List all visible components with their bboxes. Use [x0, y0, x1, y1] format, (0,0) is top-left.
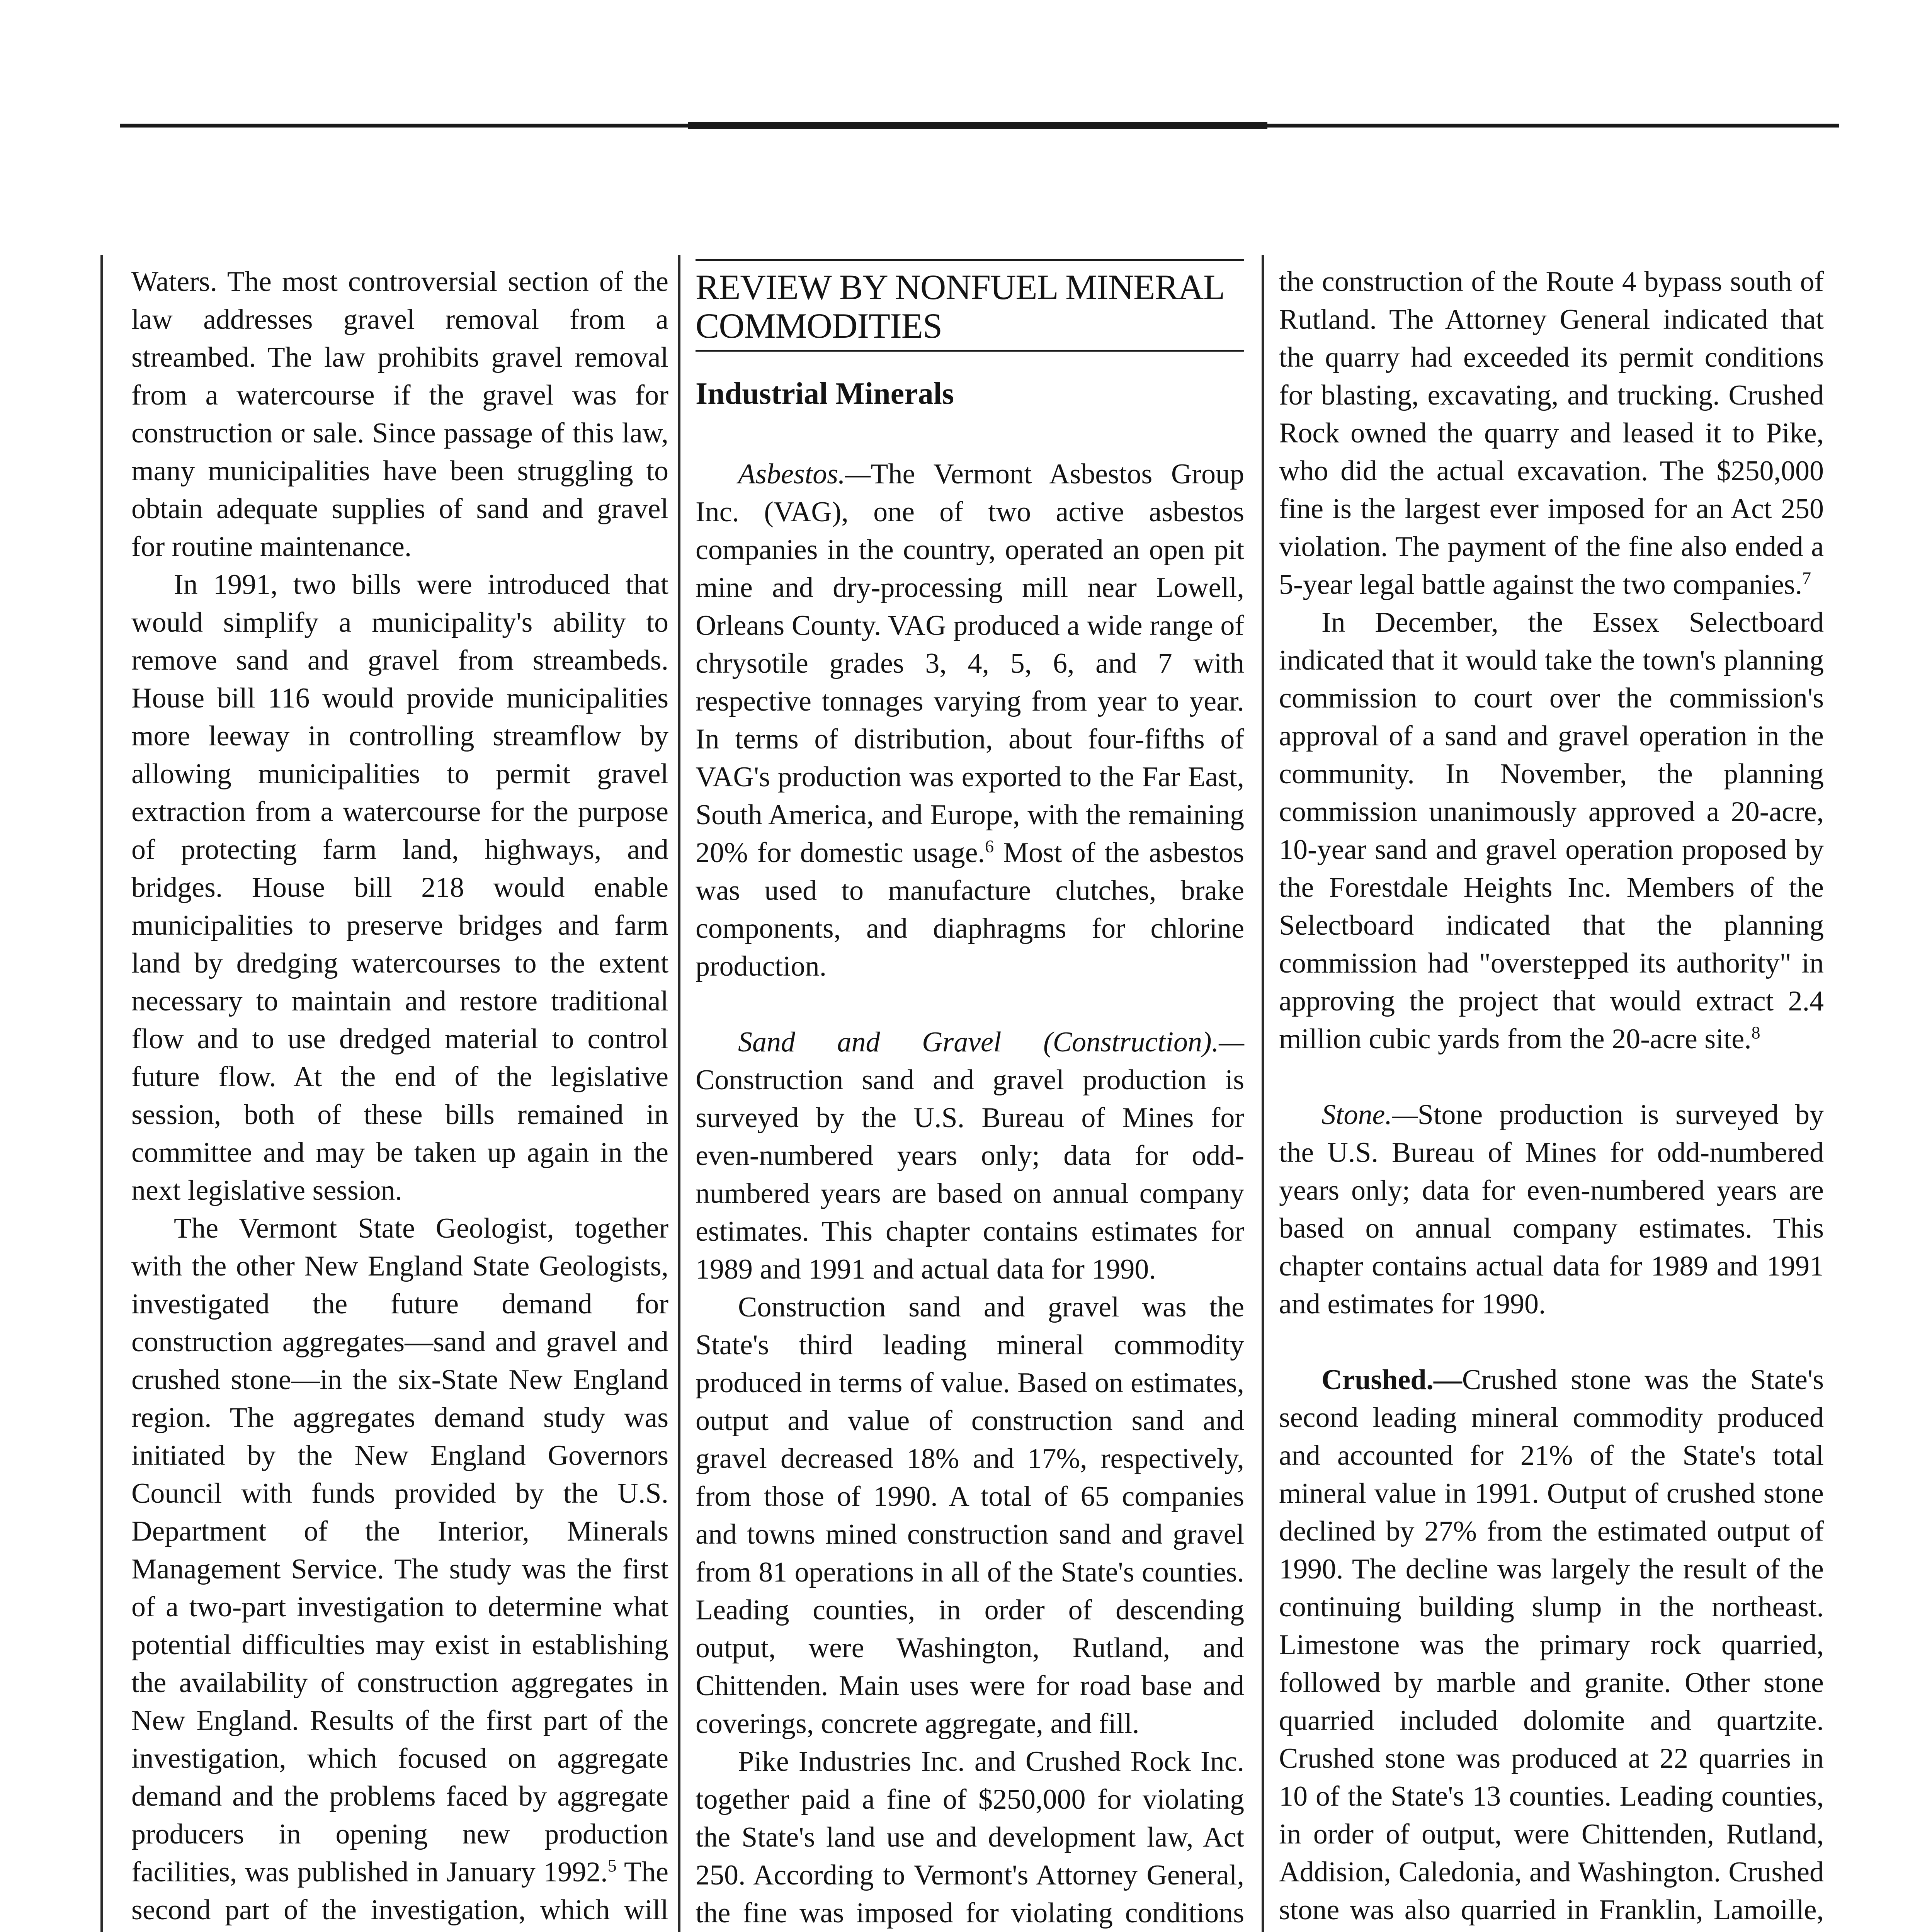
subheading-industrial-minerals: Industrial Minerals: [696, 377, 954, 411]
paragraph-waters: Waters. The most controversial section of the law addresses gravel removal from a streambed. The law prohibits gravel removal from a watercourse if the gravel was for construction or sale. Since passage of this law, many municipalities have been struggling to obtain adequate supplies of sand and gravel for routine maintenance.: [131, 266, 668, 563]
footnote-ref-7: 7: [1802, 568, 1811, 588]
footnote-ref-8: 8: [1751, 1022, 1760, 1043]
run-in-crushed: Crushed.—: [1321, 1364, 1462, 1396]
paragraph-state-geologist: The Vermont State Geologist, together with the other New England State Geologists, investigated the future demand for construction aggregates—sand and gravel and crushed stone—in the six-State New England region. The aggregates demand study was initiated by the New England Governors Council with funds provided by the U.S. Department of the Interior, Minerals Management Service. The study was the first of a two-part investigation to determine what potential difficulties may exist in establishing the availability of construction aggregates in New England. Results of the first part of the investigation, which focused on aggregate demand and the problems faced by aggregate producers in opening new production facilities, was published in January 1992.$^5$ The second part of the investigation, which will: [131, 1213, 668, 1926]
paragraph-sand-gravel-survey: Sand and Gravel (Construction).— Construction sand and gravel production is surveyed by the U.S. Bureau of Mines for even-numbered years only; data for odd-numbered years are based on annual company estimates. This chapter contains estimates for 1989 and 1991 and actual data for 1990.: [696, 1026, 1244, 1285]
paragraph-crushed: Crushed.—Crushed stone was the State's second leading mineral commodity produced and accounted for 21% of the State's total mineral value in 1991. Output of crushed stone declined by 27% from the estimated output of 1990. The decline was largely the result of the continuing building slump in the northeast. Limestone was the primary rock quarried, followed by marble and granite. Other stone quarried included dolomite and quartzite. Crushed stone was produced at 22 quarries in 10 of the State's 13 counties. Leading counties, in order of output, were Chittenden, Rutland, Addision, Caledonia, and Washington. Crushed stone was also quarried in Franklin, Lamoille,: [1279, 1364, 1824, 1926]
paragraph-1991-bills: In 1991, two bills were introduced that would simplify a municipality's ability to remove sand and gravel from streambeds. House bill 116 would provide municipalities more leeway in controlling streamflow by allowing municipalities to permit gravel extraction from a watercourse for the purpose of protecting farm land, highways, and bridges. House bill 218 would enable municipalities to preserve bridges and farm land by dredging watercourses to the extent necessary to maintain and restore traditional flow and to use dredged material to control future flow. At the end of the legislative session, both of these bills remained in committee and may be taken up again in the next legislative session.: [131, 569, 668, 1206]
column-1: [131, 263, 668, 1932]
section-title: REVIEW BY NONFUEL MINERAL COMMODITIES: [696, 259, 1244, 352]
run-in-asbestos: Asbestos.—: [738, 458, 871, 490]
header-rule-thick: [688, 122, 1267, 129]
column-rule-middle: [678, 255, 680, 1932]
paragraph-asbestos: Asbestos.—The Vermont Asbestos Group Inc. (VAG), one of two active asbestos companies in the country, operated an open pit mine and dry-processing mill near Lowell, Orleans County. VAG produced a wide range of chrysotile grades 3, 4, 5, 6, and 7 with respective tonnages varying from year to year. In terms of distribution, about four-fifths of VAG's production was exported to the Far East, South America, and Europe, with the remaining 20% for domestic usage.$^6$ Most of the asbestos was used to manufacture clutches, brake components, and diaphragms for chlorine production.: [696, 458, 1244, 982]
footnote-ref-6: 6: [985, 836, 994, 856]
paragraph-pike-industries: Pike Industries Inc. and Crushed Rock Inc. together paid a fine of $250,000 for violating the State's land use and development law, Act 250. According to Vermont's Attorney General, the fine was imposed for violating conditions: [696, 1746, 1244, 1929]
run-in-sand-gravel: Sand and Gravel (Construction).—: [738, 1026, 1244, 1058]
paragraph-sand-gravel-output: Construction sand and gravel was the State's third leading mineral commodity produced in terms of value. Based on estimates, output and value of construction sand and gravel decreased 18% and 17%, respectively, from those of 1990. A total of 65 companies and towns mined construction sand and gravel from 81 operations in all of the State's counties. Leading counties, in order of descending output, were Washington, Rutland, and Chittenden. Main uses were for road base and coverings, concrete aggregate, and fill.: [696, 1291, 1244, 1740]
column-rule-left: [100, 255, 103, 1932]
paragraph-stone: Stone.—Stone production is surveyed by the U.S. Bureau of Mines for odd-numbered years only; data for even-numbered years are based on annual company estimates. This chapter contains actual data for 1989 and 1991 and estimates for 1990.: [1279, 1099, 1824, 1320]
run-in-stone: Stone.—: [1321, 1099, 1418, 1131]
footnote-ref-5: 5: [607, 1855, 617, 1876]
column-rule-right: [1262, 255, 1264, 1932]
column-3: [1279, 263, 1824, 1932]
paragraph-route-4: the construction of the Route 4 bypass south of Rutland. The Attorney General indicated that the quarry had exceeded its permit conditions for blasting, excavating, and trucking. Crushed Rock owned the quarry and leased it to Pike, who did the actual excavation. The $250,000 fine is the largest ever imposed for an Act 250 violation. The payment of the fine also ended a 5-year legal battle against the two companies.$^7$: [1279, 266, 1824, 600]
column-2: [696, 263, 1244, 1932]
paragraph-essex-selectboard: In December, the Essex Selectboard indicated that it would take the town's planning commission to court over the commission's approval of a sand and gravel operation in the community. In November, the planning commission unanimously approved a 20-acre, 10-year sand and gravel operation proposed by the Forestdale Heights Inc. Members of the Selectboard indicated that the planning commission had "overstepped its authority" in approving the project that would extract 2.4 million cubic yards from the 20-acre site.$^8$: [1279, 607, 1824, 1055]
